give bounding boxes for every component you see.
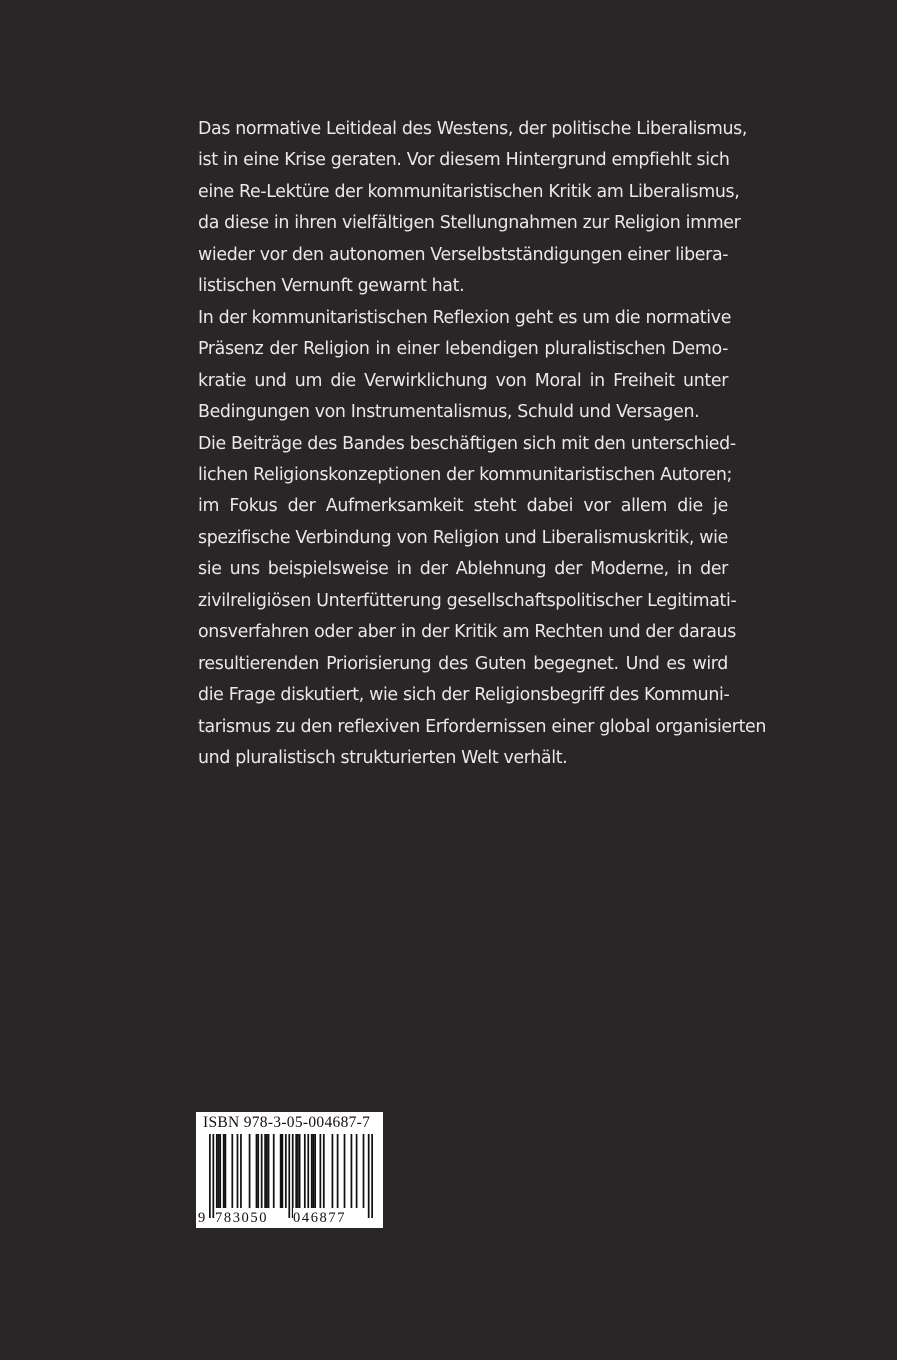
barcode-bar (332, 1134, 334, 1208)
isbn-barcode (196, 1112, 383, 1228)
barcode-bar (344, 1134, 346, 1208)
blurb-text (198, 114, 767, 775)
blurb-line: tarismus zu den reflexiven Erfordernissen einer global organisierten (198, 716, 767, 737)
barcode-bar (323, 1134, 325, 1208)
barcode-bar (299, 1134, 301, 1208)
blurb-line: Die Beiträge des Bandes beschäftigen sich mit den unterschied- (198, 433, 736, 454)
ean-first-digit: 9 (198, 1210, 206, 1226)
blurb-line: onsverfahren oder aber in der Kritik am Rechten und der daraus (198, 622, 736, 643)
blurb-line: spezifische Verbindung von Religion und Liberalismuskritik, wie (198, 527, 728, 548)
barcode-bar (273, 1134, 275, 1208)
blurb-line: Bedingungen von Instrumentalismus, Schuld und Versagen. (198, 402, 700, 423)
barcode-bar (337, 1134, 339, 1208)
blurb-line: resultierenden Priorisierung des Guten begegnet. Und es wird (198, 653, 728, 674)
barcode-bar (371, 1134, 373, 1218)
barcode-bar (240, 1134, 242, 1208)
blurb-line: zivilreligiösen Unterfütterung gesellschaftspolitischer Legitimati- (198, 590, 737, 611)
blurb-line: und pluralistisch strukturierten Welt verhält. (198, 748, 568, 769)
barcode-bar (231, 1134, 233, 1208)
barcode-bar (249, 1134, 251, 1208)
barcode-bar (212, 1134, 214, 1218)
barcode-bar (314, 1134, 316, 1208)
blurb-line: lichen Religionskonzeptionen der kommunitaristischen Autoren; (198, 464, 732, 485)
blurb-line: kratie und um die Verwirklichung von Moral in Freiheit unter (198, 370, 728, 391)
isbn-label: ISBN 978-3-05-004687-7 (203, 1114, 371, 1131)
barcode-bar (304, 1134, 306, 1208)
blurb-line: da diese in ihren vielfältigen Stellungnahmen zur Religion immer (198, 213, 741, 234)
blurb-line: sie uns beispielsweise in der Ablehnung der Moderne, in der (198, 559, 728, 580)
blurb-line: eine Re-Lektüre der kommunitaristischen Kritik am Liberalismus, (198, 181, 740, 202)
barcode-bar (256, 1134, 258, 1208)
blurb-line: ist in eine Krise geraten. Vor diesem Hintergrund empfiehlt sich (198, 150, 730, 171)
blurb-line: Das normative Leitideal des Westens, der politische Liberalismus, (198, 119, 748, 139)
ean-right-digits: 046877 (293, 1208, 365, 1228)
barcode-bar (225, 1134, 227, 1208)
barcode-bar (219, 1134, 221, 1208)
barcode-bar (356, 1134, 358, 1208)
barcode-bar (280, 1134, 282, 1208)
blurb-line: wieder vor den autonomen Verselbstständigungen einer libera- (198, 244, 729, 265)
barcode-bar (319, 1134, 321, 1208)
barcode-bar (261, 1134, 263, 1208)
ean-digits (196, 1208, 383, 1228)
barcode-bar (218, 1134, 220, 1208)
ean-left-digits: 783050 (215, 1208, 287, 1228)
barcode-bar (237, 1134, 239, 1208)
barcode-bar (264, 1134, 266, 1208)
barcode-bar (216, 1134, 218, 1208)
barcode-bar (257, 1134, 259, 1208)
barcode-bar (282, 1134, 284, 1208)
barcode-bar (266, 1134, 268, 1208)
blurb-line: Präsenz der Religion in einer lebendigen pluralistischen Demo- (198, 339, 728, 360)
barcode-bar (292, 1134, 294, 1218)
blurb-line: die Frage diskutiert, wie sich der Religionsbegriff des Kommuni- (198, 685, 730, 706)
barcode-bars (209, 1134, 373, 1218)
barcode-bar (285, 1134, 287, 1208)
barcode-bar (297, 1134, 299, 1208)
barcode-bar (351, 1134, 353, 1208)
barcode-bar (313, 1134, 315, 1208)
blurb-line: listischen Vernunft gewarnt hat. (198, 276, 465, 297)
barcode-bar (307, 1134, 309, 1208)
barcode-bar (209, 1134, 211, 1218)
barcode-bar (363, 1134, 365, 1208)
blurb-line: im Fokus der Aufmerksamkeit steht dabei vor allem die je (198, 496, 728, 517)
barcode-bar (288, 1134, 290, 1218)
barcode-bar (268, 1134, 270, 1208)
barcode-bar (223, 1134, 225, 1208)
blurb-line: In der kommunitaristischen Reflexion geht es um die normative (198, 307, 732, 328)
barcode-bar (311, 1134, 313, 1208)
barcode-bar (368, 1134, 370, 1218)
barcode-bar (295, 1134, 297, 1208)
